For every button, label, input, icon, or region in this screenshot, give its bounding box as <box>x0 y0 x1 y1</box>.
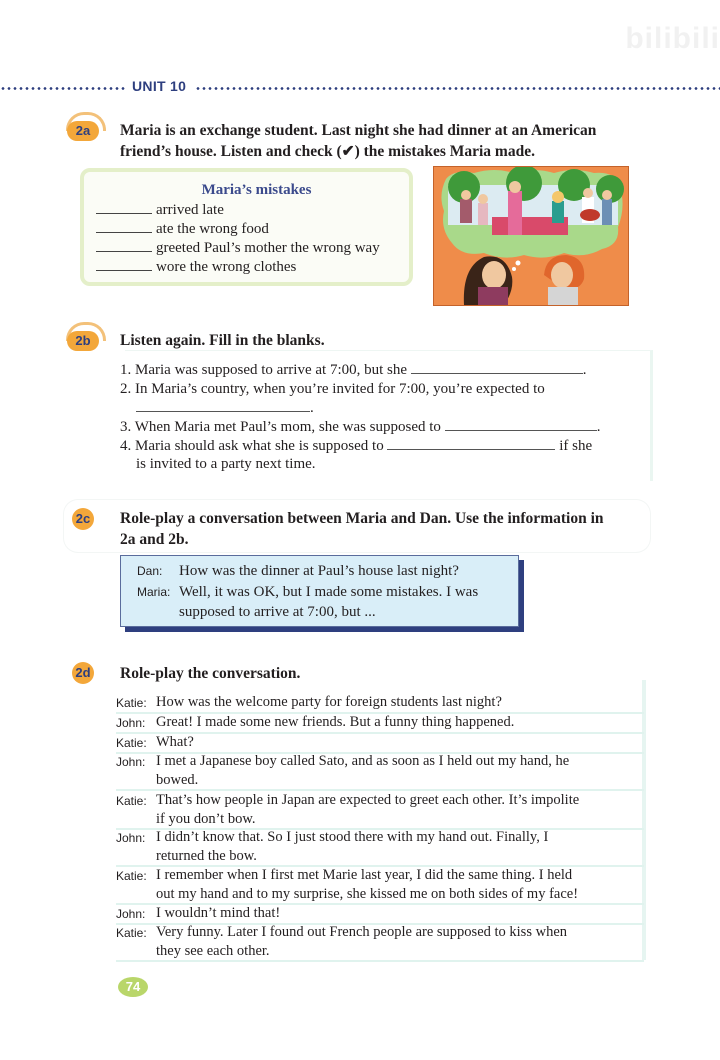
checklist-item-label: ate the wrong food <box>156 221 269 237</box>
check-blank[interactable] <box>96 201 152 214</box>
dialog-text: Well, it was OK, but I made some mistakes. I was <box>179 584 479 600</box>
dialog-row <box>116 791 644 830</box>
checklist-item[interactable] <box>96 220 269 238</box>
fill-item-1 <box>120 360 587 380</box>
dialog-line <box>137 582 478 602</box>
dialog-row <box>116 752 644 791</box>
answer-blank[interactable] <box>445 417 597 431</box>
dotted-rule-right <box>195 87 720 90</box>
dialog-text: Great! I made some new friends. But a funny thing happened. <box>156 714 515 730</box>
speaker-label: Katie: <box>116 926 147 940</box>
watermark: bilibili <box>625 22 720 55</box>
sample-conversation-box <box>120 555 519 627</box>
instruction-2a-line2: friend’s house. Listen and check (✔) the mistakes Maria made. <box>120 143 535 160</box>
fill-item-4 <box>120 436 592 456</box>
unit-label: UNIT 10 <box>132 78 187 94</box>
fill-item-2-blank-line <box>136 398 314 418</box>
check-blank[interactable] <box>96 258 152 271</box>
dialog-row <box>116 713 644 734</box>
instruction-2d: Role-play the conversation. <box>120 665 301 682</box>
speaker-label: Maria: <box>137 585 171 599</box>
section-badge-2c: 2c <box>72 508 94 530</box>
section-badge-2d: 2d <box>72 662 94 684</box>
dialog-text: I didn’t know that. So I just stood there with my hand out. Finally, I <box>156 829 549 845</box>
dialog-line <box>137 561 459 581</box>
checklist-item-label: arrived late <box>156 202 224 218</box>
dialog-row <box>116 693 644 714</box>
speaker-label: Katie: <box>116 794 147 808</box>
speaker-label: John: <box>116 831 146 845</box>
checklist-item-label: wore the wrong clothes <box>156 259 297 275</box>
fill-item-4-continuation: is invited to a party next time. <box>136 456 316 472</box>
fill-item-text: 1. Maria was supposed to arrive at 7:00, but she <box>120 362 408 378</box>
speaker-label: John: <box>116 716 146 730</box>
illustration-svg <box>434 167 628 305</box>
dialog-text: How was the welcome party for foreign students last night? <box>156 694 502 710</box>
instruction-2c-line2: 2a and 2b. <box>120 531 189 548</box>
dialog-text: What? <box>156 734 194 750</box>
dialog-text: How was the dinner at Paul’s house last night? <box>179 563 459 579</box>
fill-item-3 <box>120 417 600 437</box>
dialog-text-continuation: they see each other. <box>156 942 270 959</box>
dialog-text: That’s how people in Japan are expected to greet each other. It’s impolite <box>156 792 580 808</box>
dialog-text: I met a Japanese boy called Sato, and as soon as I held out my hand, he <box>156 753 570 769</box>
dialog-text-continuation: returned the bow. <box>156 847 257 864</box>
fill-item-text: if she <box>559 438 593 454</box>
answer-blank[interactable] <box>411 360 583 374</box>
checklist-item[interactable] <box>96 258 296 276</box>
answer-blank[interactable] <box>136 398 310 412</box>
check-blank[interactable] <box>96 239 152 252</box>
dialog-text: Very funny. Later I found out French people are supposed to kiss when <box>156 924 567 940</box>
dialog-row <box>116 828 644 867</box>
speaker-label: Dan: <box>137 564 163 578</box>
dialog-text-continuation: if you don’t bow. <box>156 810 256 827</box>
dialog-text: I wouldn’t mind that! <box>156 905 281 921</box>
section-badge-2b: 2b <box>67 331 99 351</box>
fill-item-text: 2. In Maria’s country, when you’re invited for 7:00, you’re expected to <box>120 381 545 397</box>
dialog-row <box>116 866 644 905</box>
fill-item-punct: . <box>582 362 587 378</box>
instruction-2c-line1: Role-play a conversation between Maria and Dan. Use the information in <box>120 510 604 527</box>
dialog-row <box>116 733 644 754</box>
checklist-item-label: greeted Paul’s mother the wrong way <box>156 240 380 256</box>
page-number: 74 <box>118 977 148 997</box>
checklist-title: Maria’s mistakes <box>201 182 312 198</box>
dialog-text-continuation: bowed. <box>156 771 199 788</box>
speaker-label: John: <box>116 755 146 769</box>
mistakes-checklist <box>80 168 413 286</box>
answer-blank[interactable] <box>387 436 555 450</box>
checklist-item[interactable] <box>96 201 224 219</box>
fill-item-text: 4. Maria should ask what she is supposed to <box>120 438 384 454</box>
dialog-text: I remember when I first met Marie last year, I did the same thing. I held <box>156 867 573 883</box>
dialog-text-continuation: out my hand and to my surprise, she kissed me on both sides of my face! <box>156 885 579 902</box>
fill-item-punct: . <box>596 419 601 435</box>
fill-item-punct: . <box>310 400 314 416</box>
dialog-line-continuation: supposed to arrive at 7:00, but ... <box>179 604 376 620</box>
speaker-label: Katie: <box>116 696 147 710</box>
speaker-label: Katie: <box>116 736 147 750</box>
dialog-row <box>116 904 644 925</box>
fill-item-text: 3. When Maria met Paul’s mom, she was supposed to <box>120 419 441 435</box>
fill-item-2 <box>120 380 545 399</box>
check-blank[interactable] <box>96 220 152 233</box>
party-illustration <box>433 166 629 306</box>
dotted-rule-left <box>0 87 125 90</box>
dialog-row <box>116 923 644 962</box>
speaker-label: Katie: <box>116 869 147 883</box>
unit-header <box>0 78 720 98</box>
instruction-2b: Listen again. Fill in the blanks. <box>120 332 325 349</box>
section-badge-2a: 2a <box>67 121 99 141</box>
instruction-2a-line1: Maria is an exchange student. Last night she had dinner at an American <box>120 122 597 139</box>
checklist-item[interactable] <box>96 239 380 257</box>
speaker-label: John: <box>116 907 146 921</box>
